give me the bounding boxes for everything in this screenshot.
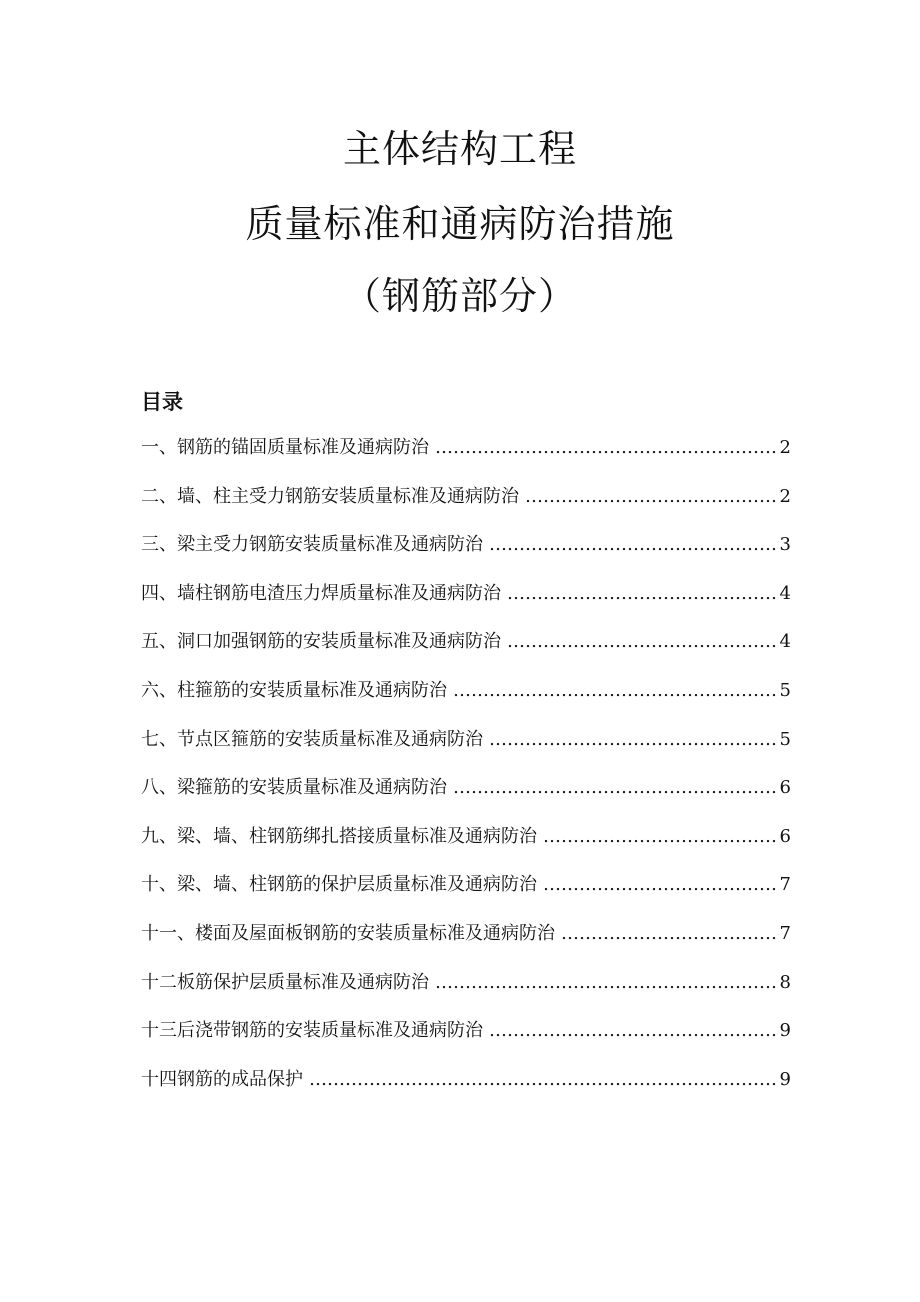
toc-entry-title: 十一、楼面及屋面板钢筋的安装质量标准及通病防治 [141, 922, 555, 944]
toc-entry-title: 五、洞口加强钢筋的安装质量标准及通病防治 [141, 631, 501, 653]
toc-page-number: 6 [779, 777, 791, 799]
toc-dot-leader [543, 823, 777, 851]
toc-entry[interactable] [141, 677, 791, 726]
toc-dot-leader [543, 871, 777, 899]
toc-entry[interactable] [141, 774, 791, 823]
toc-dot-leader [507, 628, 777, 656]
toc-dot-leader [489, 531, 777, 559]
toc-entry-title: 六、柱箍筋的安装质量标准及通病防治 [141, 679, 447, 701]
toc-dot-leader [561, 920, 777, 948]
toc-dot-leader [489, 726, 777, 754]
toc-entry[interactable] [141, 969, 791, 1018]
toc-entry[interactable] [141, 531, 791, 580]
document-title-line-1: 主体结构工程 [342, 127, 577, 171]
toc-heading: 目录 [141, 390, 183, 414]
toc-entry-title: 八、梁箍筋的安装质量标准及通病防治 [141, 777, 447, 799]
toc-page-number: 9 [779, 1068, 791, 1090]
toc-entry-title: 九、梁、墙、柱钢筋绑扎搭接质量标准及通病防治 [141, 825, 537, 847]
toc-dot-leader [453, 677, 777, 705]
toc-entry-title: 十、梁、墙、柱钢筋的保护层质量标准及通病防治 [141, 874, 537, 896]
toc-entry[interactable] [141, 823, 791, 872]
toc-entry[interactable] [141, 726, 791, 775]
toc-entry-title: 十四钢筋的成品保护 [141, 1068, 303, 1090]
toc-page-number: 5 [779, 679, 791, 701]
toc-entry[interactable] [141, 1066, 791, 1115]
toc-dot-leader [525, 483, 777, 511]
document-title-line-2: 质量标准和通病防治措施 [245, 202, 675, 246]
toc-entry[interactable] [141, 580, 791, 629]
toc-dot-leader [309, 1066, 777, 1094]
toc-page-number: 2 [779, 485, 791, 507]
toc-entry-title: 二、墙、柱主受力钢筋安装质量标准及通病防治 [141, 485, 519, 507]
toc-page-number: 6 [779, 825, 791, 847]
toc-entry[interactable] [141, 628, 791, 677]
table-of-contents [141, 434, 791, 1114]
toc-dot-leader [453, 774, 777, 802]
toc-entry[interactable] [141, 483, 791, 532]
toc-entry-title: 十三后浇带钢筋的安装质量标准及通病防治 [141, 1020, 483, 1042]
toc-page-number: 7 [779, 874, 791, 896]
toc-page-number: 4 [779, 631, 791, 653]
toc-entry-title: 七、节点区箍筋的安装质量标准及通病防治 [141, 728, 483, 750]
toc-page-number: 4 [779, 582, 791, 604]
toc-entry-title: 一、钢筋的锚固质量标准及通病防治 [141, 437, 429, 458]
toc-page-number: 7 [779, 922, 791, 944]
toc-entry-title: 三、梁主受力钢筋安装质量标准及通病防治 [141, 534, 483, 556]
toc-entry[interactable] [141, 1017, 791, 1066]
toc-entry[interactable] [141, 871, 791, 920]
toc-page-number: 5 [779, 728, 791, 750]
toc-dot-leader [435, 969, 777, 997]
toc-page-number: 2 [779, 437, 791, 458]
toc-entry[interactable] [141, 434, 791, 483]
toc-page-number: 9 [779, 1020, 791, 1042]
toc-entry[interactable] [141, 920, 791, 969]
toc-dot-leader [435, 434, 777, 462]
toc-dot-leader [507, 580, 777, 608]
toc-entry-title: 四、墙柱钢筋电渣压力焊质量标准及通病防治 [141, 582, 501, 604]
toc-entry-title: 十二板筋保护层质量标准及通病防治 [141, 971, 429, 993]
document-title-line-3: （钢筋部分） [342, 274, 577, 318]
toc-dot-leader [489, 1017, 777, 1045]
toc-page-number: 3 [779, 534, 791, 556]
toc-page-number: 8 [779, 971, 791, 993]
